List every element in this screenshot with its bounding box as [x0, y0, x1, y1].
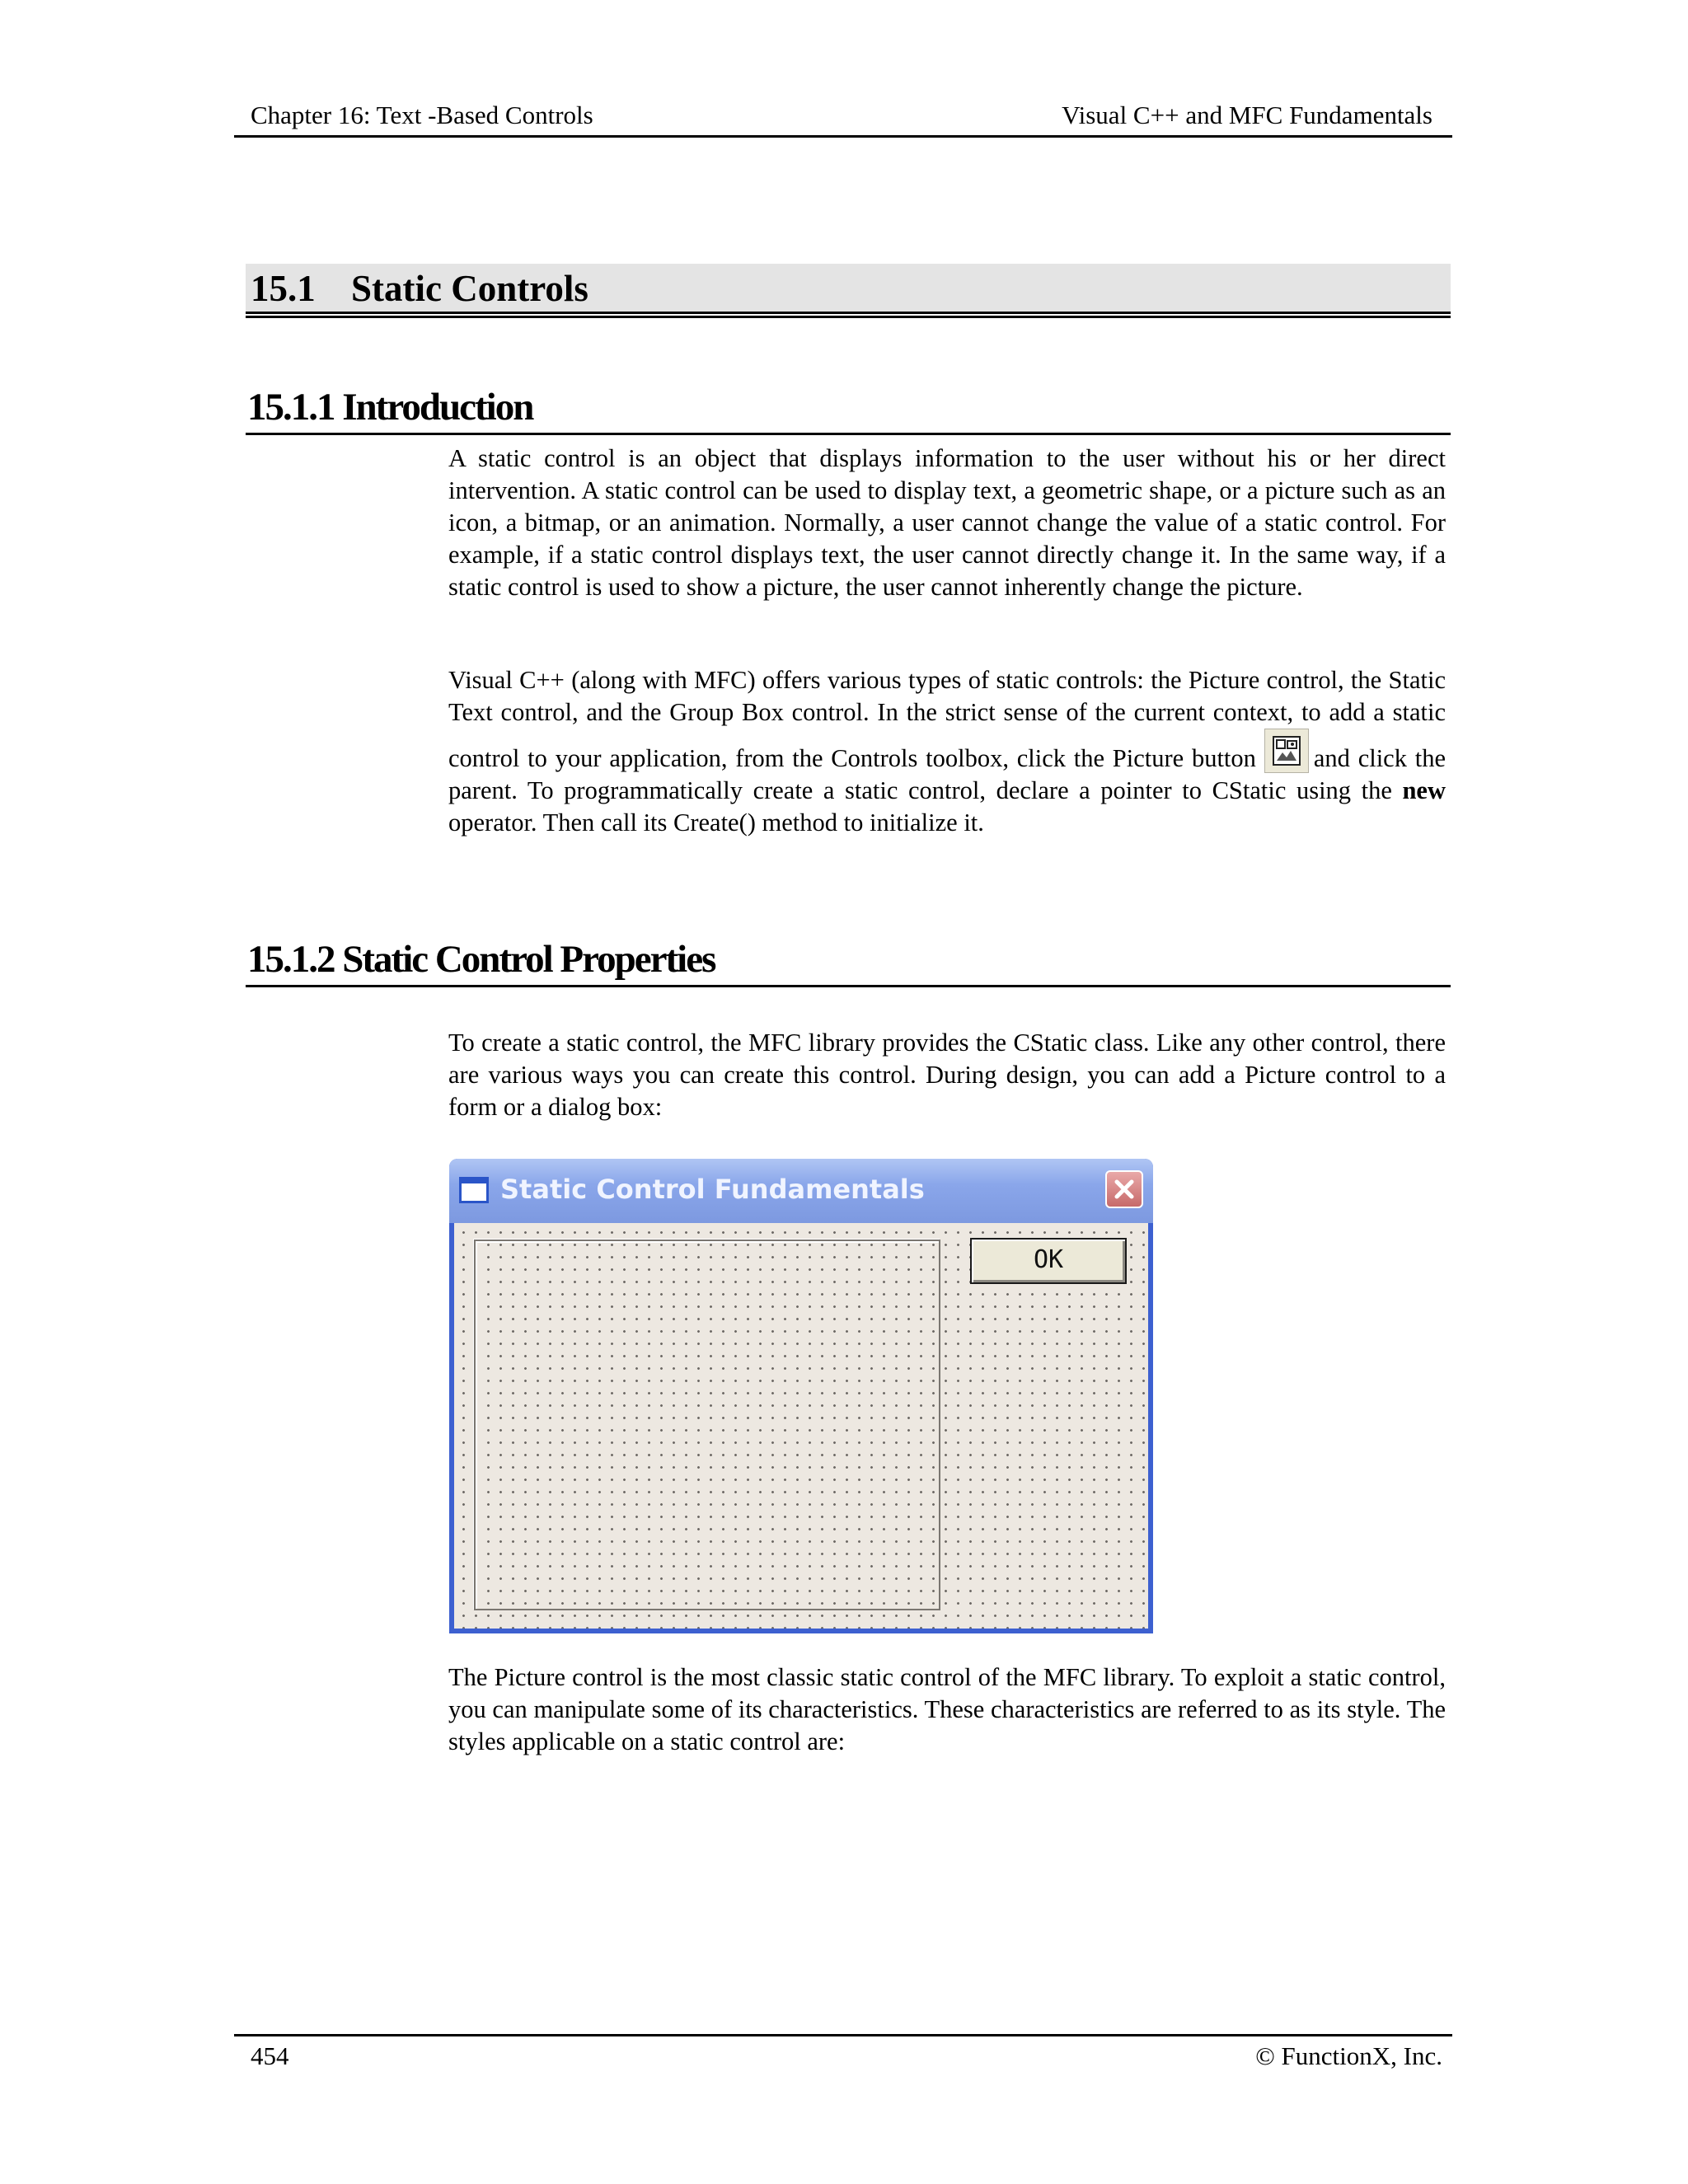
dialog-screenshot [449, 1159, 1153, 1633]
properties-paragraph-1 [448, 1027, 1446, 1123]
intro-text-2 [448, 664, 1446, 839]
intro-paragraph-2 [448, 664, 1446, 839]
page-number: 454 [251, 2041, 289, 2070]
section-title: Static Controls [351, 268, 588, 309]
close-icon [1114, 1179, 1135, 1200]
intro-paragraph-1 [448, 443, 1446, 603]
dialog-title: Static Control Fundamentals [500, 1174, 925, 1205]
properties-heading [246, 931, 1451, 987]
intro-text-2c: operator. Then call its Create() method to initialize it. [448, 808, 984, 837]
picture-control[interactable] [474, 1240, 940, 1610]
properties-paragraph-2 [448, 1661, 1446, 1758]
properties-heading-text: 15.1.2 Static Control Properties [247, 938, 715, 981]
section-heading [246, 264, 1451, 312]
running-header [234, 97, 1452, 138]
intro-text-2a: Visual C++ (along with MFC) offers various types of static controls: the Picture control, the Static Text control, and the Group Box control. In the strict sense of the current context, to add a static control to your application, from the Controls toolbox, click the Picture button [448, 666, 1446, 772]
copyright: © FunctionX, Inc. [1255, 2041, 1442, 2070]
properties-text-1: To create a static control, the MFC library provides the CStatic class. Like any other control, there are various ways you can create this control. During design, you can add a Picture control to a form or a dialog box: [448, 1029, 1446, 1121]
intro-keyword-new: new [1402, 776, 1446, 804]
intro-text-1: A static control is an object that displays information to the user without his or her direct intervention. A static control can be used to display text, a geometric shape, or a picture such as an icon, a bitmap, or an animation. Normally, a user cannot change the value of a static control. For example, if a static control displays text, the user cannot directly change it. In the same way, if a static control is used to show a picture, the user cannot inherently change the picture. [448, 444, 1446, 601]
intro-text-2b: and click the parent. To programmatically create a static control, declare a pointer to CStatic using the [448, 744, 1446, 804]
window-icon [459, 1177, 489, 1203]
picture-button-icon [1264, 729, 1309, 773]
header-book-title: Visual C++ and MFC Fundamentals [1062, 101, 1432, 129]
close-button[interactable] [1105, 1170, 1143, 1208]
dialog-titlebar[interactable] [449, 1159, 1153, 1223]
section-double-rule [246, 312, 1451, 318]
ok-button[interactable]: OK [970, 1238, 1127, 1284]
properties-text-2: The Picture control is the most classic static control of the MFC library. To exploit a static control, you can manipulate some of its characteristics. These characteristics are referred to as its style. The styles applicable on a static control are: [448, 1663, 1446, 1755]
section-number: 15.1 [251, 268, 316, 309]
intro-heading-text: 15.1.1 Introduction [247, 386, 533, 429]
dialog-client-area [454, 1223, 1148, 1629]
intro-heading [246, 379, 1451, 435]
running-footer [234, 2034, 1452, 2074]
header-chapter: Chapter 16: Text -Based Controls [251, 101, 593, 129]
